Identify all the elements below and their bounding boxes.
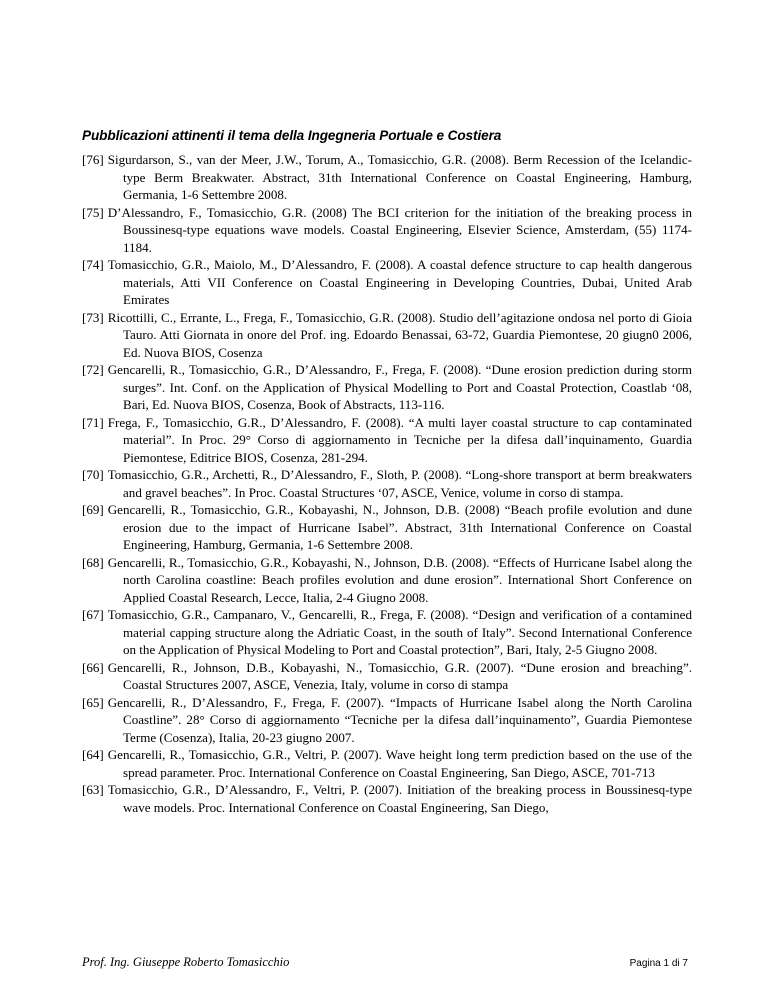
- reference-text: Gencarelli, R., Tomasicchio, G.R., Kobayashi, N., Johnson, D.B. (2008) “Beach profile evolution and dune erosion due to the impact of Hurricane Isabel”. Abstract, 31th International Conference on Coastal Engineering, Hamburg, Germania, 1-6 Settembre 2008.: [107, 502, 692, 552]
- reference-item: [82, 414, 692, 467]
- reference-item: [82, 309, 692, 362]
- section-heading: Pubblicazioni attinenti il tema della Ingegneria Portuale e Costiera: [82, 128, 502, 143]
- reference-item: [82, 256, 692, 309]
- reference-number: [67]: [82, 607, 104, 622]
- reference-text: Frega, F., Tomasicchio, G.R., D’Alessandro, F. (2008). “A multi layer coastal structure to cap contaminated material”. In Proc. 29° Corso di aggiornamento in Tecniche per la difesa dall’inquinamento, Guardia Piemontese, Editrice BIOS, Cosenza, 281-294.: [107, 414, 692, 465]
- reference-number: [70]: [82, 467, 104, 482]
- reference-item: [82, 204, 692, 257]
- reference-text: Tomasicchio, G.R., D’Alessandro, F., Veltri, P. (2007). Initiation of the breaking process in Boussinesq-type wave models. Proc. International Conference on Coastal Engineering, San Diego,: [107, 782, 692, 815]
- reference-number: [66]: [82, 659, 104, 675]
- footer-author: Prof. Ing. Giuseppe Roberto Tomasicchio: [82, 955, 290, 969]
- reference-number: [68]: [82, 554, 104, 570]
- reference-item: [82, 361, 692, 414]
- reference-list: [82, 151, 692, 816]
- reference-text: Gencarelli, R., Tomasicchio, G.R., D’Alessandro, F., Frega, F. (2008). “Dune erosion prediction during storm surges”. Int. Conf. on the Application of Physical Modelling to Port and Coastal Protection, Coastlab ‘08, Bari, Ed. Nuova BIOS, Cosenza, Book of Abstracts, 113-116.: [107, 362, 692, 412]
- reference-number: [69]: [82, 502, 104, 517]
- reference-text: D’Alessandro, F., Tomasicchio, G.R. (2008) The BCI criterion for the initiation of the breaking process in Boussinesq-type equations wave models. Coastal Engineering, Elsevier Science, Amsterdam, (55) 1174-1184.: [107, 204, 692, 255]
- reference-item: [82, 659, 692, 694]
- reference-text: Gencarelli, R., D’Alessandro, F., Frega, F. (2007). “Impacts of Hurricane Isabel along the North Carolina Coastline”. 28° Corso di aggiornamento “Tecniche per la difesa dall’inquinamento”, Guardia Piemontese Terme (Cosenza), Italia, 20-23 giugno 2007.: [107, 694, 692, 745]
- reference-item: [82, 606, 692, 659]
- reference-number: [71]: [82, 414, 104, 430]
- page-footer: [82, 955, 688, 970]
- reference-number: [64]: [82, 747, 104, 762]
- reference-item: [82, 501, 692, 554]
- reference-number: [72]: [82, 362, 104, 377]
- reference-item: [82, 694, 692, 747]
- reference-text: Tomasicchio, G.R., Archetti, R., D’Alessandro, F., Sloth, P. (2008). “Long-shore transport at berm breakwaters and gravel beaches”. In Proc. Coastal Structures ‘07, ASCE, Venice, volume in corso di stampa.: [107, 467, 692, 500]
- reference-item: [82, 151, 692, 204]
- reference-number: [75]: [82, 204, 104, 220]
- reference-text: Gencarelli, R., Tomasicchio, G.R., Veltri, P. (2007). Wave height long term prediction based on the use of the spread parameter. Proc. International Conference on Coastal Engineering, San Diego, ASCE, 701-713: [107, 747, 692, 780]
- reference-text: Tomasicchio, G.R., Maiolo, M., D’Alessandro, F. (2008). A coastal defence structure to cap health dangerous materials, Atti VII Conference on Coastal Engineering in Developing Countries, Dubai, United Arab Emirates: [107, 257, 692, 307]
- reference-item: [82, 554, 692, 607]
- reference-item: [82, 746, 692, 781]
- reference-number: [73]: [82, 309, 104, 325]
- reference-number: [76]: [82, 152, 104, 167]
- reference-number: [65]: [82, 694, 104, 710]
- reference-item: [82, 781, 692, 816]
- page-number: Pagina 1 di 7: [629, 958, 688, 969]
- reference-number: [74]: [82, 257, 104, 272]
- reference-text: Tomasicchio, G.R., Campanaro, V., Gencarelli, R., Frega, F. (2008). “Design and verification of a contamined material capping structure along the Adriatic Coast, in the south of Italy”. Second International Conference on the Application of Physical Modeling to Port and Coastal protection”, Bari, Italy, 2-5 Giugno 2008.: [107, 607, 692, 657]
- reference-text: Gencarelli, R., Johnson, D.B., Kobayashi, N., Tomasicchio, G.R. (2007). “Dune erosion and breaching”. Coastal Structures 2007, ASCE, Venezia, Italy, volume in corso di stampa: [107, 659, 692, 692]
- reference-item: [82, 466, 692, 501]
- reference-text: Ricottilli, C., Errante, L., Frega, F., Tomasicchio, G.R. (2008). Studio dell’agitazione ondosa nel porto di Gioia Tauro. Atti Giornata in onore del Prof. ing. Edoardo Benassai, 63-72, Guardia Piemontese, 20 giugn0 2006, Ed. Nuova BIOS, Cosenza: [107, 309, 692, 360]
- reference-text: Gencarelli, R., Tomasicchio, G.R., Kobayashi, N., Johnson, D.B. (2008). “Effects of Hurricane Isabel along the north Carolina coastline: Beach profiles evolution and dune erosion”. International Short Conference on Applied Coastal Research, Lecce, Italia, 2-4 Giugno 2008.: [107, 554, 692, 605]
- reference-text: Sigurdarson, S., van der Meer, J.W., Torum, A., Tomasicchio, G.R. (2008). Berm Recession of the Icelandic-type Berm Breakwater. Abstract, 31th International Conference on Coastal Engineering, Hamburg, Germania, 1-6 Settembre 2008.: [107, 152, 692, 202]
- reference-number: [63]: [82, 782, 104, 797]
